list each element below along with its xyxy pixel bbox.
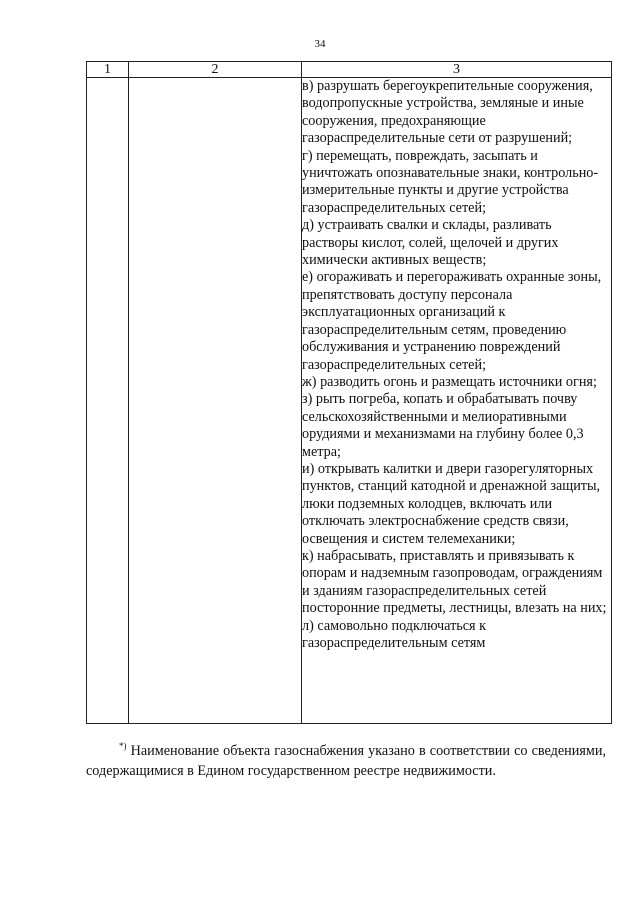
page-number: 34 [314, 38, 326, 50]
cell-column-1 [87, 78, 129, 724]
column-header-2: 2 [129, 62, 302, 78]
clause-k: к) набрасывать, приставлять и привязывать к опорам и надземным газопроводам, ограждениям и зданиям газораспределительных сетей посторонние предметы, лестницы, влезать на них; [302, 547, 607, 617]
clause-d: д) устраивать свалки и склады, разливать растворы кислот, солей, щелочей и других химически активных веществ; [302, 217, 559, 269]
footnote [86, 741, 606, 781]
clause-l: л) самовольно подключаться к газораспределительным сетям [302, 617, 487, 651]
clause-zh: ж) разводить огонь и размещать источники огня; [302, 373, 597, 390]
column-header-1: 1 [87, 62, 129, 78]
footnote-text: Наименование объекта газоснабжения указано в соответствии со сведениями, содержащимися в Едином государственном реестре недвижимости. [86, 743, 606, 779]
table-header [87, 62, 612, 78]
clause-i: и) открывать калитки и двери газорегуляторных пунктов, станций катодной и дренажной защиты, люки подземных колодцев, включать или отключать электроснабжение средств связи, освещения и систем телемеханики; [302, 460, 601, 547]
clause-g: г) перемещать, повреждать, засыпать и уничтожать опознавательные знаки, контрольно-измерительные пункты и другие устройства газораспределительных сетей; [302, 147, 599, 216]
restrictions-table [86, 61, 612, 724]
table-row [87, 78, 612, 724]
clause-v: в) разрушать берегоукрепительные сооружения, водопропускные устройства, земляные и иные сооружения, предохраняющие газораспределительные сети от разрушений; [302, 78, 593, 147]
header-row [87, 62, 612, 78]
cell-column-2 [129, 78, 302, 724]
restrictions-cell [302, 78, 612, 724]
clause-z: з) рыть погреба, копать и обрабатывать почву сельскохозяйственными и мелиоративными орудиями и механизмами на глубину более 0,3 метра; [302, 391, 584, 460]
footnote-marker: *) [119, 741, 127, 751]
clause-e: е) огораживать и перегораживать охранные зоны, препятствовать доступу персонала эксплуатационных организаций к газораспределительным сетям, проведению обслуживания и устранению повреждений газораспределительных сетей; [302, 269, 602, 373]
column-header-3: 3 [302, 62, 612, 78]
